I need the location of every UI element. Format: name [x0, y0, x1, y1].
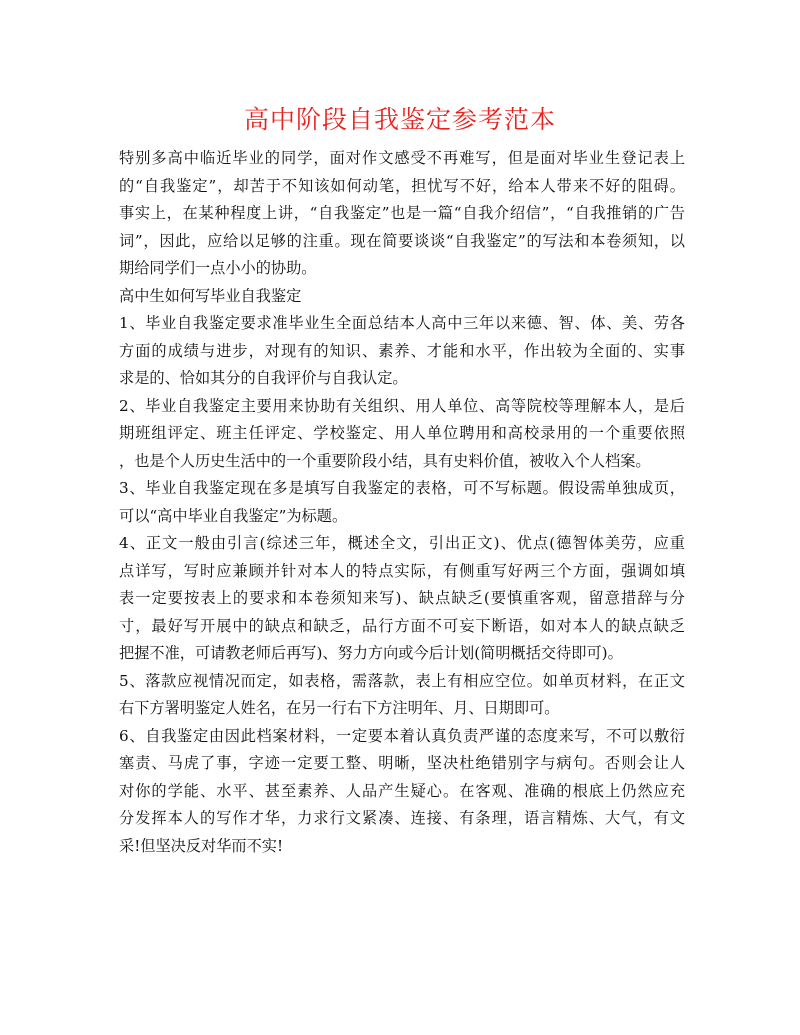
paragraph	[119, 723, 685, 861]
text-line: ，也是个人历史生活中的一个重要阶段小结，具有史料价值，被收入个人档案。	[119, 451, 651, 470]
text-line: 2、毕业自我鉴定主要用来协助有关组织、用人单位、高等院校等理解本人，是后	[119, 396, 685, 415]
paragraph	[119, 393, 685, 476]
text-line: 分发挥本人的写作才华，力求行文紧凑、连接、有条理，语言精炼、大气，有文	[119, 809, 685, 827]
text-line: 特别多高中临近毕业的同学，面对作文感受不再难写，但是面对毕业生登记表上	[119, 149, 685, 167]
text-line: 采!但坚决反对华而不实!	[119, 836, 284, 855]
text-line: 把握不准，可请教老师后再写)、努力方向或今后计划(简明概括交待即可)。	[119, 644, 623, 662]
text-line: 5、落款应视情况而定，如表格，需落款，表上有相应空位。如单页材料，在正文	[119, 671, 685, 690]
paragraph	[119, 475, 685, 530]
text-line: 4、正文一般由引言(综述三年，概述全文，引出正文)、优点(德智体美劳，应重	[119, 534, 685, 552]
text-line: 可以“高中毕业自我鉴定”为标题。	[119, 506, 348, 525]
document-body	[119, 145, 685, 860]
text-line: 3、毕业自我鉴定现在多是填写自我鉴定的表格，可不写标题。假设需单独成页，	[119, 479, 685, 497]
text-line: 表一定要按表上的要求和本卷须知来写)、缺点缺乏(要慎重客观，留意措辞与分	[119, 589, 685, 607]
paragraph	[119, 283, 685, 311]
text-line: 事实上，在某种程度上讲，“自我鉴定”也是一篇“自我介绍信”，“自我推销的广告	[119, 204, 685, 222]
text-line: 的“自我鉴定”，却苦于不知该如何动笔，担忧写不好，给本人带来不好的阻碍。	[119, 176, 685, 195]
text-line: 求是的、恰如其分的自我评价与自我认定。	[119, 369, 408, 387]
text-line: 右下方署明鉴定人姓名，在另一行右下方注明年、月、日期即可。	[119, 699, 560, 717]
text-line: 1、毕业自我鉴定要求准毕业生全面总结本人高中三年以来德、智、体、美、劳各	[119, 314, 685, 332]
text-line: 6、自我鉴定由因此档案材料，一定要本着认真负责严谨的态度来写，不可以敷衍	[119, 726, 685, 745]
paragraph	[119, 530, 685, 668]
text-line: 塞责、马虎了事，字迹一定要工整、明晰，坚决杜绝错别字与病句。否则会让人	[119, 754, 685, 772]
document-title: 高中阶段自我鉴定参考范本	[243, 105, 556, 134]
paragraph	[119, 310, 685, 393]
text-line: 期班组评定、班主任评定、学校鉴定、用人单位聘用和高校录用的一个重要依照	[119, 424, 685, 442]
text-line: 高中生如何写毕业自我鉴定	[119, 286, 302, 305]
paragraph	[119, 145, 685, 283]
text-line: 点详写，写时应兼顾并针对本人的特点实际，有侧重写好两三个方面，强调如填	[119, 561, 685, 580]
text-line: 期给同学们一点小小的协助。	[119, 259, 317, 277]
paragraph	[119, 668, 685, 723]
text-line: 方面的成绩与进步，对现有的知识、素养、才能和水平，作出较为全面的、实事	[119, 341, 685, 360]
text-line: 寸，最好写开展中的缺点和缺乏，品行方面不可妄下断语，如对本人的缺点缺乏	[119, 616, 685, 635]
text-line: 对你的学能、水平、甚至素养、人品产生疑心。在客观、准确的根底上仍然应充	[119, 781, 685, 800]
text-line: 词”，因此，应给以足够的注重。现在简要谈谈“自我鉴定”的写法和本卷须知，以	[119, 231, 685, 250]
